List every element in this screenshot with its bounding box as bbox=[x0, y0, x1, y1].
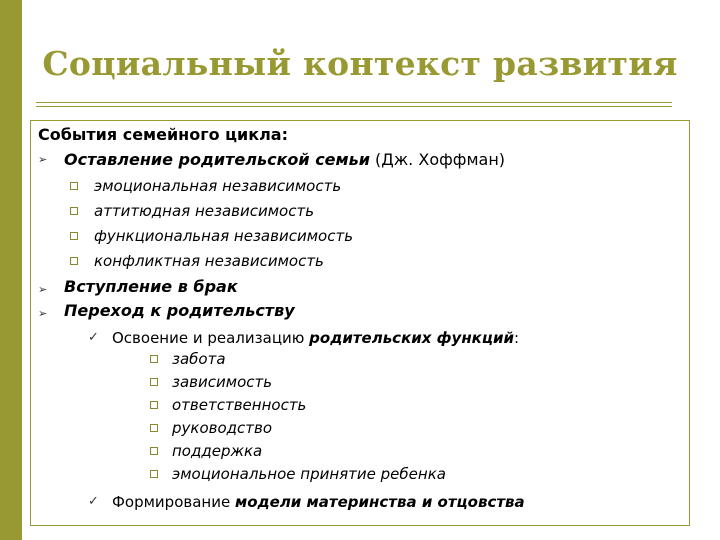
check-bold: родительских функций bbox=[309, 329, 515, 347]
check-prefix: Формирование bbox=[112, 493, 235, 511]
list-item: Вступление в брак bbox=[64, 277, 238, 296]
check-bullet-icon: ✓ bbox=[88, 494, 99, 509]
section-heading: События семейного цикла: bbox=[38, 125, 288, 144]
title-divider bbox=[36, 106, 672, 107]
item-suffix: (Дж. Хоффман) bbox=[369, 150, 506, 169]
square-bullet-icon bbox=[150, 424, 158, 432]
square-bullet-icon bbox=[150, 401, 158, 409]
check-bullet-icon: ✓ bbox=[88, 330, 99, 345]
list-subitem: конфликтная независимость bbox=[94, 252, 324, 270]
list-item: Переход к родительству bbox=[64, 301, 295, 320]
check-suffix: : bbox=[514, 329, 520, 347]
list-subitem: поддержка bbox=[172, 442, 263, 460]
check-bold: модели материнства и отцовства bbox=[234, 493, 525, 511]
square-bullet-icon bbox=[70, 207, 78, 215]
square-bullet-icon bbox=[70, 182, 78, 190]
check-item bbox=[112, 328, 519, 348]
side-accent-bar bbox=[0, 0, 22, 540]
arrow-bullet-icon: ➢ bbox=[38, 153, 48, 166]
square-bullet-icon bbox=[150, 355, 158, 363]
list-item bbox=[64, 150, 505, 170]
title-divider bbox=[36, 102, 672, 103]
list-subitem: функциональная независимость bbox=[94, 227, 354, 245]
check-prefix: Освоение и реализацию bbox=[112, 329, 310, 347]
square-bullet-icon bbox=[150, 378, 158, 386]
list-subitem: зависимость bbox=[172, 373, 273, 391]
arrow-bullet-icon: ➢ bbox=[38, 283, 48, 296]
list-subitem: эмоциональная независимость bbox=[94, 177, 342, 195]
slide-title: Социальный контекст развития bbox=[42, 44, 678, 83]
list-subitem: забота bbox=[172, 350, 226, 368]
square-bullet-icon bbox=[70, 257, 78, 265]
list-subitem: ответственность bbox=[172, 396, 307, 414]
check-item bbox=[112, 492, 525, 512]
list-subitem: аттитюдная независимость bbox=[94, 202, 315, 220]
square-bullet-icon bbox=[150, 447, 158, 455]
arrow-bullet-icon: ➢ bbox=[38, 307, 48, 320]
list-subitem: эмоциональное принятие ребенка bbox=[172, 465, 446, 483]
square-bullet-icon bbox=[70, 232, 78, 240]
item-label: Оставление родительской семьи bbox=[64, 150, 370, 169]
square-bullet-icon bbox=[150, 470, 158, 478]
list-subitem: руководство bbox=[172, 419, 273, 437]
